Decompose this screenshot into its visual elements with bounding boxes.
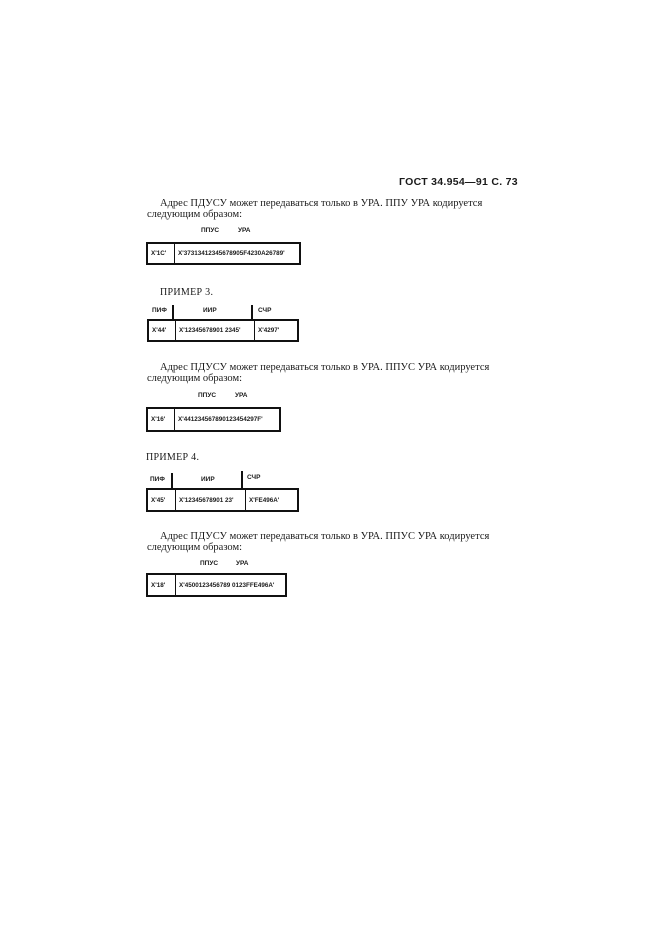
encoding-box-2 [146, 407, 281, 432]
label-ura: УРА [236, 560, 249, 567]
label-schr: СЧР [247, 474, 261, 481]
encoding-box-3 [146, 573, 287, 597]
paragraph-2-line-2: следующим образом: [147, 373, 243, 384]
label-ura: УРА [235, 392, 248, 399]
example-4-cell-2: X'12345678901 23' [175, 490, 245, 510]
encoding-box-1 [146, 242, 301, 265]
label-iir: ИИР [201, 476, 215, 483]
example-4-title: ПРИМЕР 4. [146, 452, 200, 463]
label-separator [172, 305, 174, 320]
example-3-cell-2: X'12345678901 2345' [175, 321, 254, 340]
label-ppus: ППУС [198, 392, 217, 399]
example-4-cell-3: X'FE496A' [245, 490, 297, 510]
label-pif: ПИФ [152, 307, 167, 314]
example-4-cell-1: X'45' [151, 496, 166, 504]
paragraph-1-line-1: Адрес ПДУСУ может передаваться только в УРА. ППУ УРА кодируется [160, 198, 483, 209]
paragraph-3-line-1: Адрес ПДУСУ может передаваться только в УРА. ППУС УРА кодируется [160, 531, 490, 542]
paragraph-2-line-1: Адрес ПДУСУ может передаваться только в УРА. ППУС УРА кодируется [160, 362, 490, 373]
paragraph-1-line-2: следующим образом: [147, 209, 243, 220]
encoding-box-example-4 [146, 488, 299, 512]
encoding-box-example-3 [147, 319, 299, 342]
example-3-title: ПРИМЕР 3. [160, 287, 214, 298]
example-3-cell-1: X'44' [152, 327, 167, 334]
label-pif: ПИФ [150, 476, 165, 483]
page-header: ГОСТ 34.954—91 С. 73 [399, 176, 518, 188]
label-separator [171, 473, 173, 489]
paragraph-3-line-2: следующим образом: [147, 542, 243, 553]
box-3-cell-2: X'4500123456789 0123FFE496A' [175, 575, 285, 595]
box-2-cell-1: X'16' [151, 416, 166, 423]
label-ppus: ППУС [200, 560, 219, 567]
label-separator [251, 305, 253, 320]
box-2-cell-2: X'441234567890123454297F' [174, 409, 279, 430]
box-1-cell-2: X'37313412345678905F4230A26789' [174, 244, 299, 263]
label-ura: УРА [238, 227, 251, 234]
label-iir: ИИР [203, 307, 217, 314]
box-3-cell-1: X'18' [151, 581, 166, 589]
box-1-cell-1: X'1C' [151, 250, 167, 257]
label-ppus: ППУС [201, 227, 220, 234]
example-3-cell-3: X'4297' [254, 321, 297, 340]
label-schr: СЧР [258, 307, 272, 314]
label-separator [241, 471, 243, 489]
